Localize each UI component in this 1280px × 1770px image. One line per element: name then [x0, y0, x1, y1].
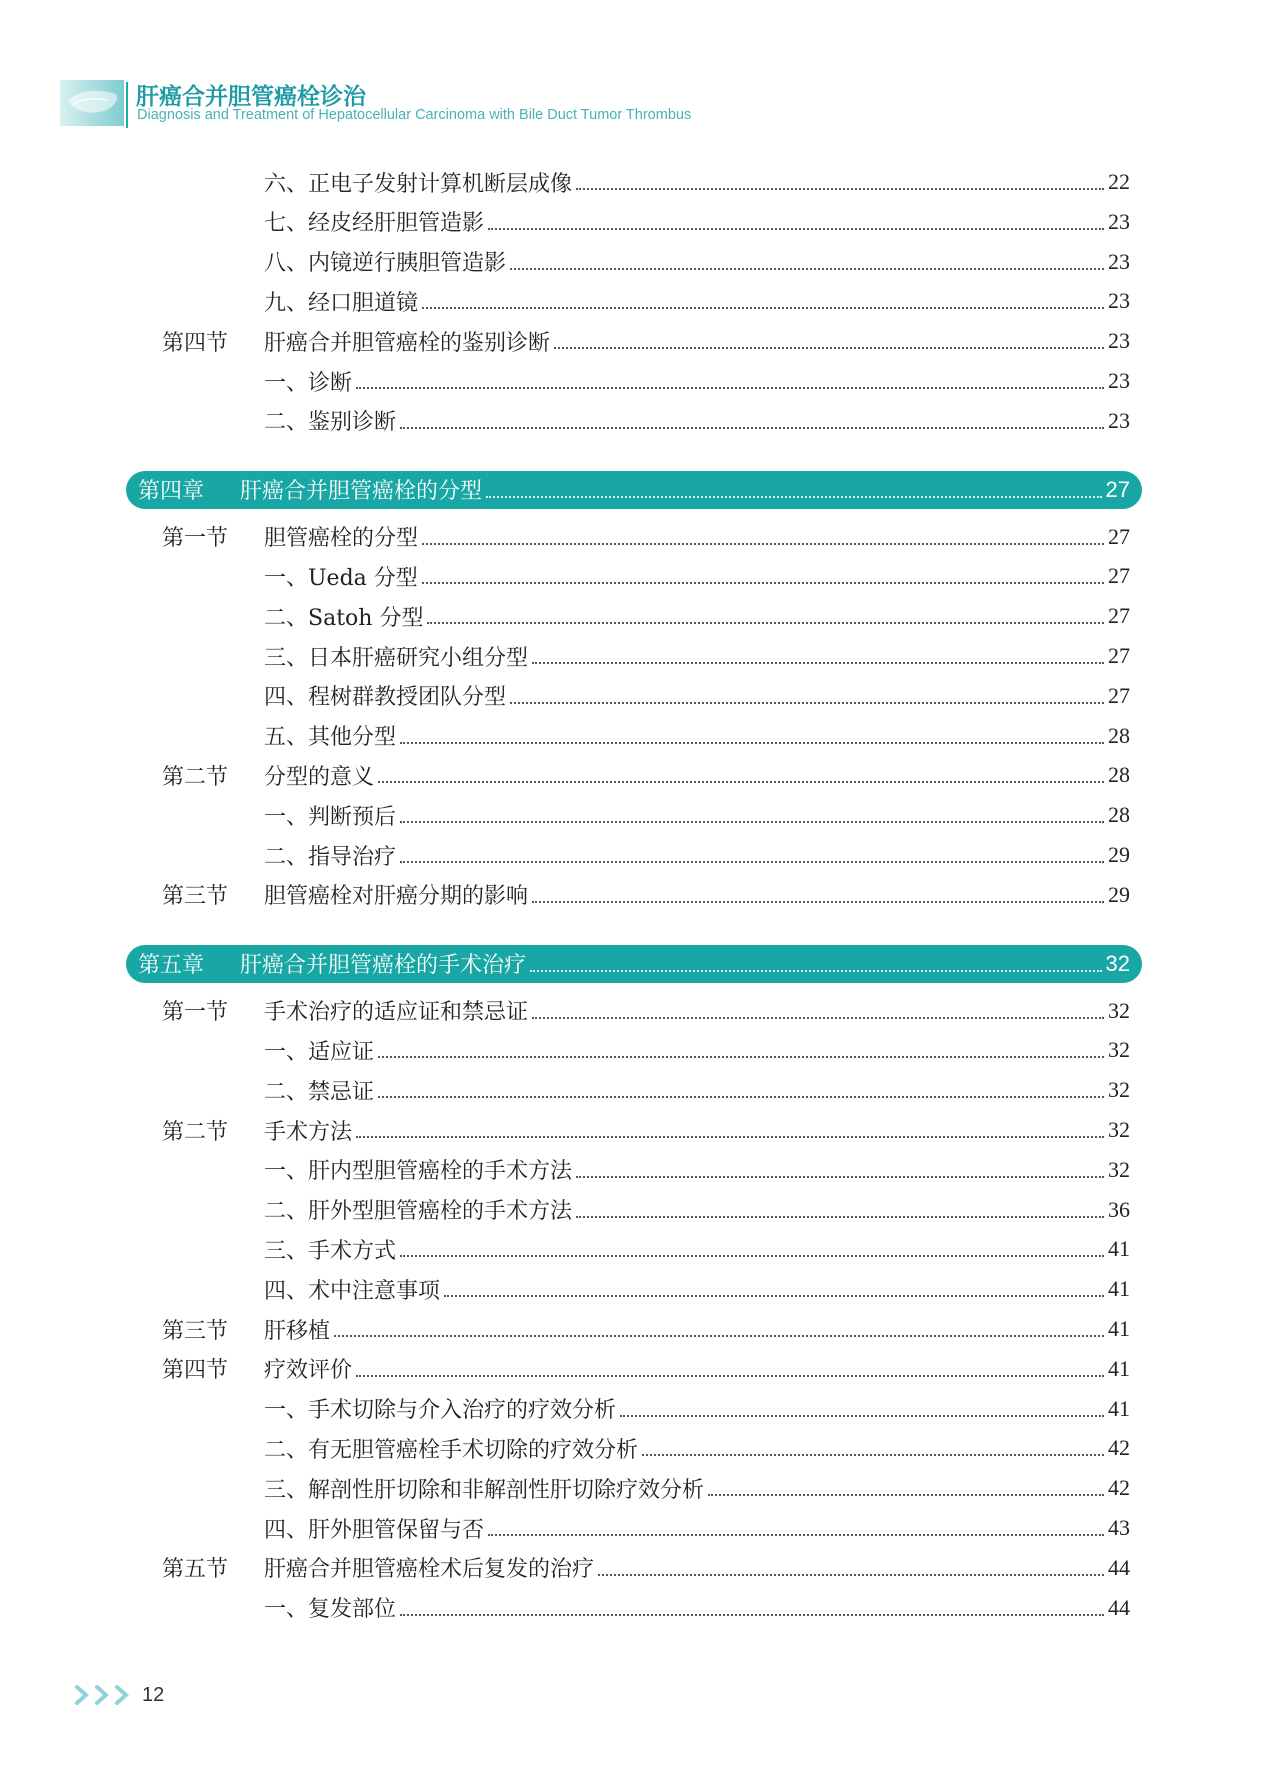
dot-leader — [598, 1574, 1104, 1576]
toc-section-row — [162, 519, 1130, 555]
toc-item-row — [264, 718, 1130, 754]
entry-title: 术中注意事项 — [308, 1278, 441, 1304]
dot-leader — [510, 268, 1104, 270]
page-ref: 23 — [1108, 208, 1130, 234]
page-ref: 28 — [1108, 722, 1130, 748]
page-ref: 44 — [1108, 1554, 1130, 1580]
dot-leader — [554, 347, 1104, 349]
dot-leader — [422, 543, 1104, 545]
toc-item-row — [264, 164, 1130, 200]
chapter-number: 第五章 — [138, 953, 205, 979]
dot-leader — [532, 1017, 1104, 1019]
dot-leader — [378, 1096, 1104, 1098]
dot-leader — [642, 1454, 1104, 1456]
page-ref: 27 — [1108, 682, 1130, 708]
page-ref: 27 — [1108, 643, 1130, 668]
toc-section-row — [162, 1351, 1130, 1387]
entry-number: 六、 — [264, 171, 309, 197]
dot-leader — [334, 1335, 1104, 1337]
page-ref: 41 — [1108, 1236, 1130, 1262]
dot-leader — [532, 901, 1104, 903]
entry-number: 二、 — [264, 1437, 309, 1463]
page-ref: 42 — [1108, 1475, 1130, 1501]
page-number: 12 — [142, 1683, 165, 1706]
toc-item-row — [264, 1072, 1130, 1108]
entry-number: 四、 — [264, 685, 309, 711]
entry-number: 一、 — [264, 1039, 309, 1065]
entry-number: 第四节 — [162, 1358, 229, 1384]
chapter-title: 肝癌合并胆管癌栓的分型 — [240, 479, 483, 505]
toc-item-row — [264, 1430, 1130, 1466]
toc-item-row — [264, 363, 1130, 399]
chapter-number: 第四章 — [138, 479, 205, 505]
toc-item-row — [264, 1231, 1130, 1267]
entry-title: 正电子发射计算机断层成像 — [308, 171, 573, 197]
page-ref: 41 — [1108, 1395, 1130, 1421]
entry-number: 五、 — [264, 725, 309, 751]
page-ref: 29 — [1108, 842, 1130, 867]
toc-item-row — [264, 1391, 1130, 1427]
toc-item-row — [264, 598, 1130, 634]
chevron-right-icon — [74, 1685, 90, 1705]
dot-leader — [400, 861, 1104, 863]
entry-title: 手术切除与介入治疗的疗效分析 — [308, 1398, 617, 1424]
entry-title: 肝内型胆管癌栓的手术方法 — [308, 1159, 573, 1185]
dot-leader — [400, 427, 1104, 429]
entry-title: 程树群教授团队分型 — [308, 685, 507, 711]
page-ref: 32 — [1108, 1117, 1130, 1142]
entry-number: 一、 — [264, 804, 309, 830]
entry-number: 三、 — [264, 1477, 309, 1503]
dot-leader — [400, 742, 1104, 744]
chapter-heading — [126, 945, 1142, 983]
toc-item-row — [264, 283, 1130, 319]
book-title: 肝癌合并胆管癌栓诊治 — [136, 84, 366, 110]
header-divider — [126, 82, 128, 128]
page-ref: 32 — [1108, 997, 1130, 1023]
chevron-right-icon — [114, 1685, 130, 1705]
dot-leader — [356, 1375, 1104, 1377]
dot-leader — [378, 781, 1104, 783]
dot-leader — [620, 1415, 1104, 1417]
entry-title: 有无胆管癌栓手术切除的疗效分析 — [308, 1437, 639, 1463]
entry-number: 第三节 — [162, 884, 229, 910]
entry-number: 三、 — [264, 645, 309, 671]
entry-title: 判断预后 — [308, 804, 397, 830]
page-ref: 27 — [1105, 476, 1130, 502]
toc-item-row — [264, 403, 1130, 439]
entry-title: 适应证 — [308, 1039, 375, 1065]
dot-leader — [444, 1295, 1104, 1297]
page-ref: 29 — [1108, 881, 1130, 907]
entry-number: 七、 — [264, 211, 309, 237]
page-ref: 27 — [1108, 523, 1130, 549]
entry-title: 解剖性肝切除和非解剖性肝切除疗效分析 — [308, 1477, 705, 1503]
entry-number: 一、 — [264, 1597, 309, 1623]
dot-leader — [510, 702, 1104, 704]
entry-number: 四、 — [264, 1517, 309, 1543]
entry-number: 第三节 — [162, 1318, 229, 1344]
page-ref: 32 — [1108, 1156, 1130, 1182]
toc-item-row — [264, 1152, 1130, 1188]
page-ref: 28 — [1108, 762, 1130, 788]
entry-number: 二、 — [264, 605, 309, 631]
toc-item-row — [264, 797, 1130, 833]
entry-title: 疗效评价 — [264, 1358, 353, 1384]
chapter-title: 肝癌合并胆管癌栓的手术治疗 — [240, 953, 527, 979]
toc-item-row — [264, 558, 1130, 594]
page-ref: 32 — [1108, 1037, 1130, 1063]
page-ref: 28 — [1108, 802, 1130, 828]
toc-item-row — [264, 1470, 1130, 1506]
entry-title: 指导治疗 — [308, 844, 397, 870]
page-ref: 23 — [1108, 288, 1130, 314]
dot-leader — [488, 1534, 1104, 1536]
toc-section-row — [162, 757, 1130, 793]
dot-leader — [486, 496, 1102, 498]
page-ref: 44 — [1108, 1594, 1130, 1620]
entry-title: 肝外胆管保留与否 — [308, 1517, 485, 1543]
dot-leader — [576, 188, 1104, 190]
dot-leader — [400, 821, 1104, 823]
dot-leader — [708, 1494, 1104, 1496]
entry-number: 一、 — [264, 1159, 309, 1185]
toc-item-row — [264, 1032, 1130, 1068]
entry-title: 复发部位 — [308, 1597, 397, 1623]
page-ref: 23 — [1108, 368, 1130, 393]
page-ref: 41 — [1108, 1355, 1130, 1381]
toc-item-row — [264, 1590, 1130, 1626]
toc-section-row — [162, 1311, 1130, 1347]
entry-number: 二、 — [264, 1079, 309, 1105]
page-ref: 41 — [1108, 1316, 1130, 1341]
entry-number: 一、 — [264, 1398, 309, 1424]
page-ref: 36 — [1108, 1196, 1130, 1222]
page-ref: 27 — [1108, 563, 1130, 589]
toc-item-row — [264, 1271, 1130, 1307]
dot-leader — [422, 582, 1104, 584]
dot-leader — [576, 1176, 1104, 1178]
entry-number: 第五节 — [162, 1557, 229, 1583]
dot-leader — [532, 662, 1104, 664]
dot-leader — [427, 622, 1104, 624]
page-ref: 23 — [1108, 328, 1130, 354]
entry-title: 其他分型 — [308, 725, 397, 751]
toc-item-row — [264, 837, 1130, 873]
entry-title: 诊断 — [308, 370, 353, 396]
entry-number: 四、 — [264, 1278, 309, 1304]
entry-number: 二、 — [264, 844, 309, 870]
page-footer — [74, 1682, 164, 1708]
dot-leader — [400, 1614, 1104, 1616]
book-subtitle: Diagnosis and Treatment of Hepatocellular Carcinoma with Bile Duct Tumor Thrombus — [137, 107, 692, 123]
entry-number: 八、 — [264, 251, 309, 277]
toc-section-row — [162, 1550, 1130, 1586]
entry-title: 胆管癌栓的分型 — [264, 526, 419, 552]
entry-title: 肝癌合并胆管癌栓的鉴别诊断 — [264, 330, 551, 356]
entry-title: 经口胆道镜 — [308, 290, 419, 316]
entry-number: 第一节 — [162, 526, 229, 552]
toc-item-row — [264, 638, 1130, 674]
entry-title: 胆管癌栓对肝癌分期的影响 — [264, 884, 529, 910]
entry-title: 肝外型胆管癌栓的手术方法 — [308, 1199, 573, 1225]
dot-leader — [356, 387, 1104, 389]
page-ref: 27 — [1108, 603, 1130, 629]
entry-title: Ueda 分型 — [308, 565, 418, 591]
entry-title: 手术治疗的适应证和禁忌证 — [264, 1000, 529, 1026]
entry-title: 日本肝癌研究小组分型 — [308, 645, 529, 671]
toc-section-row — [162, 323, 1130, 359]
page-ref: 23 — [1108, 248, 1130, 274]
entry-number: 第二节 — [162, 1119, 229, 1145]
chevron-right-icon — [94, 1685, 110, 1705]
dot-leader — [530, 970, 1102, 972]
toc-item-row — [264, 1192, 1130, 1228]
page-ref: 42 — [1108, 1435, 1130, 1461]
toc-section-row — [162, 877, 1130, 913]
entry-title: 手术方法 — [264, 1119, 353, 1145]
entry-title: 禁忌证 — [308, 1079, 375, 1105]
dot-leader — [576, 1216, 1104, 1218]
page-ref: 41 — [1108, 1276, 1130, 1302]
toc-item-row — [264, 1510, 1130, 1546]
page-ref: 32 — [1108, 1077, 1130, 1103]
entry-number: 第一节 — [162, 1000, 229, 1026]
page-ref: 43 — [1108, 1515, 1130, 1540]
running-header — [60, 78, 960, 128]
entry-number: 二、 — [264, 410, 309, 436]
dot-leader — [356, 1136, 1104, 1138]
toc-section-row — [162, 1112, 1130, 1148]
dot-leader — [400, 1255, 1104, 1257]
entry-title: 鉴别诊断 — [308, 410, 397, 436]
entry-number: 三、 — [264, 1238, 309, 1264]
entry-title: 手术方式 — [308, 1238, 397, 1264]
entry-title: Satoh 分型 — [308, 605, 424, 631]
entry-title: 内镜逆行胰胆管造影 — [308, 251, 507, 277]
liver-logo-icon — [60, 80, 124, 126]
page-ref: 22 — [1108, 169, 1130, 194]
entry-number: 一、 — [264, 565, 309, 591]
toc-item-row — [264, 244, 1130, 280]
page-ref: 32 — [1105, 950, 1130, 976]
entry-number: 二、 — [264, 1199, 309, 1225]
chapter-heading — [126, 471, 1142, 509]
dot-leader — [488, 228, 1104, 230]
entry-title: 分型的意义 — [264, 764, 375, 790]
toc-section-row — [162, 993, 1130, 1029]
entry-number: 九、 — [264, 290, 309, 316]
toc-item-row — [264, 678, 1130, 714]
entry-number: 第二节 — [162, 764, 229, 790]
entry-number: 一、 — [264, 370, 309, 396]
page-ref: 23 — [1108, 407, 1130, 433]
entry-title: 肝癌合并胆管癌栓术后复发的治疗 — [264, 1557, 595, 1583]
entry-title: 经皮经肝胆管造影 — [308, 211, 485, 237]
dot-leader — [378, 1056, 1104, 1058]
entry-title: 肝移植 — [264, 1318, 331, 1344]
dot-leader — [422, 307, 1104, 309]
entry-number: 第四节 — [162, 330, 229, 356]
toc-item-row — [264, 204, 1130, 240]
